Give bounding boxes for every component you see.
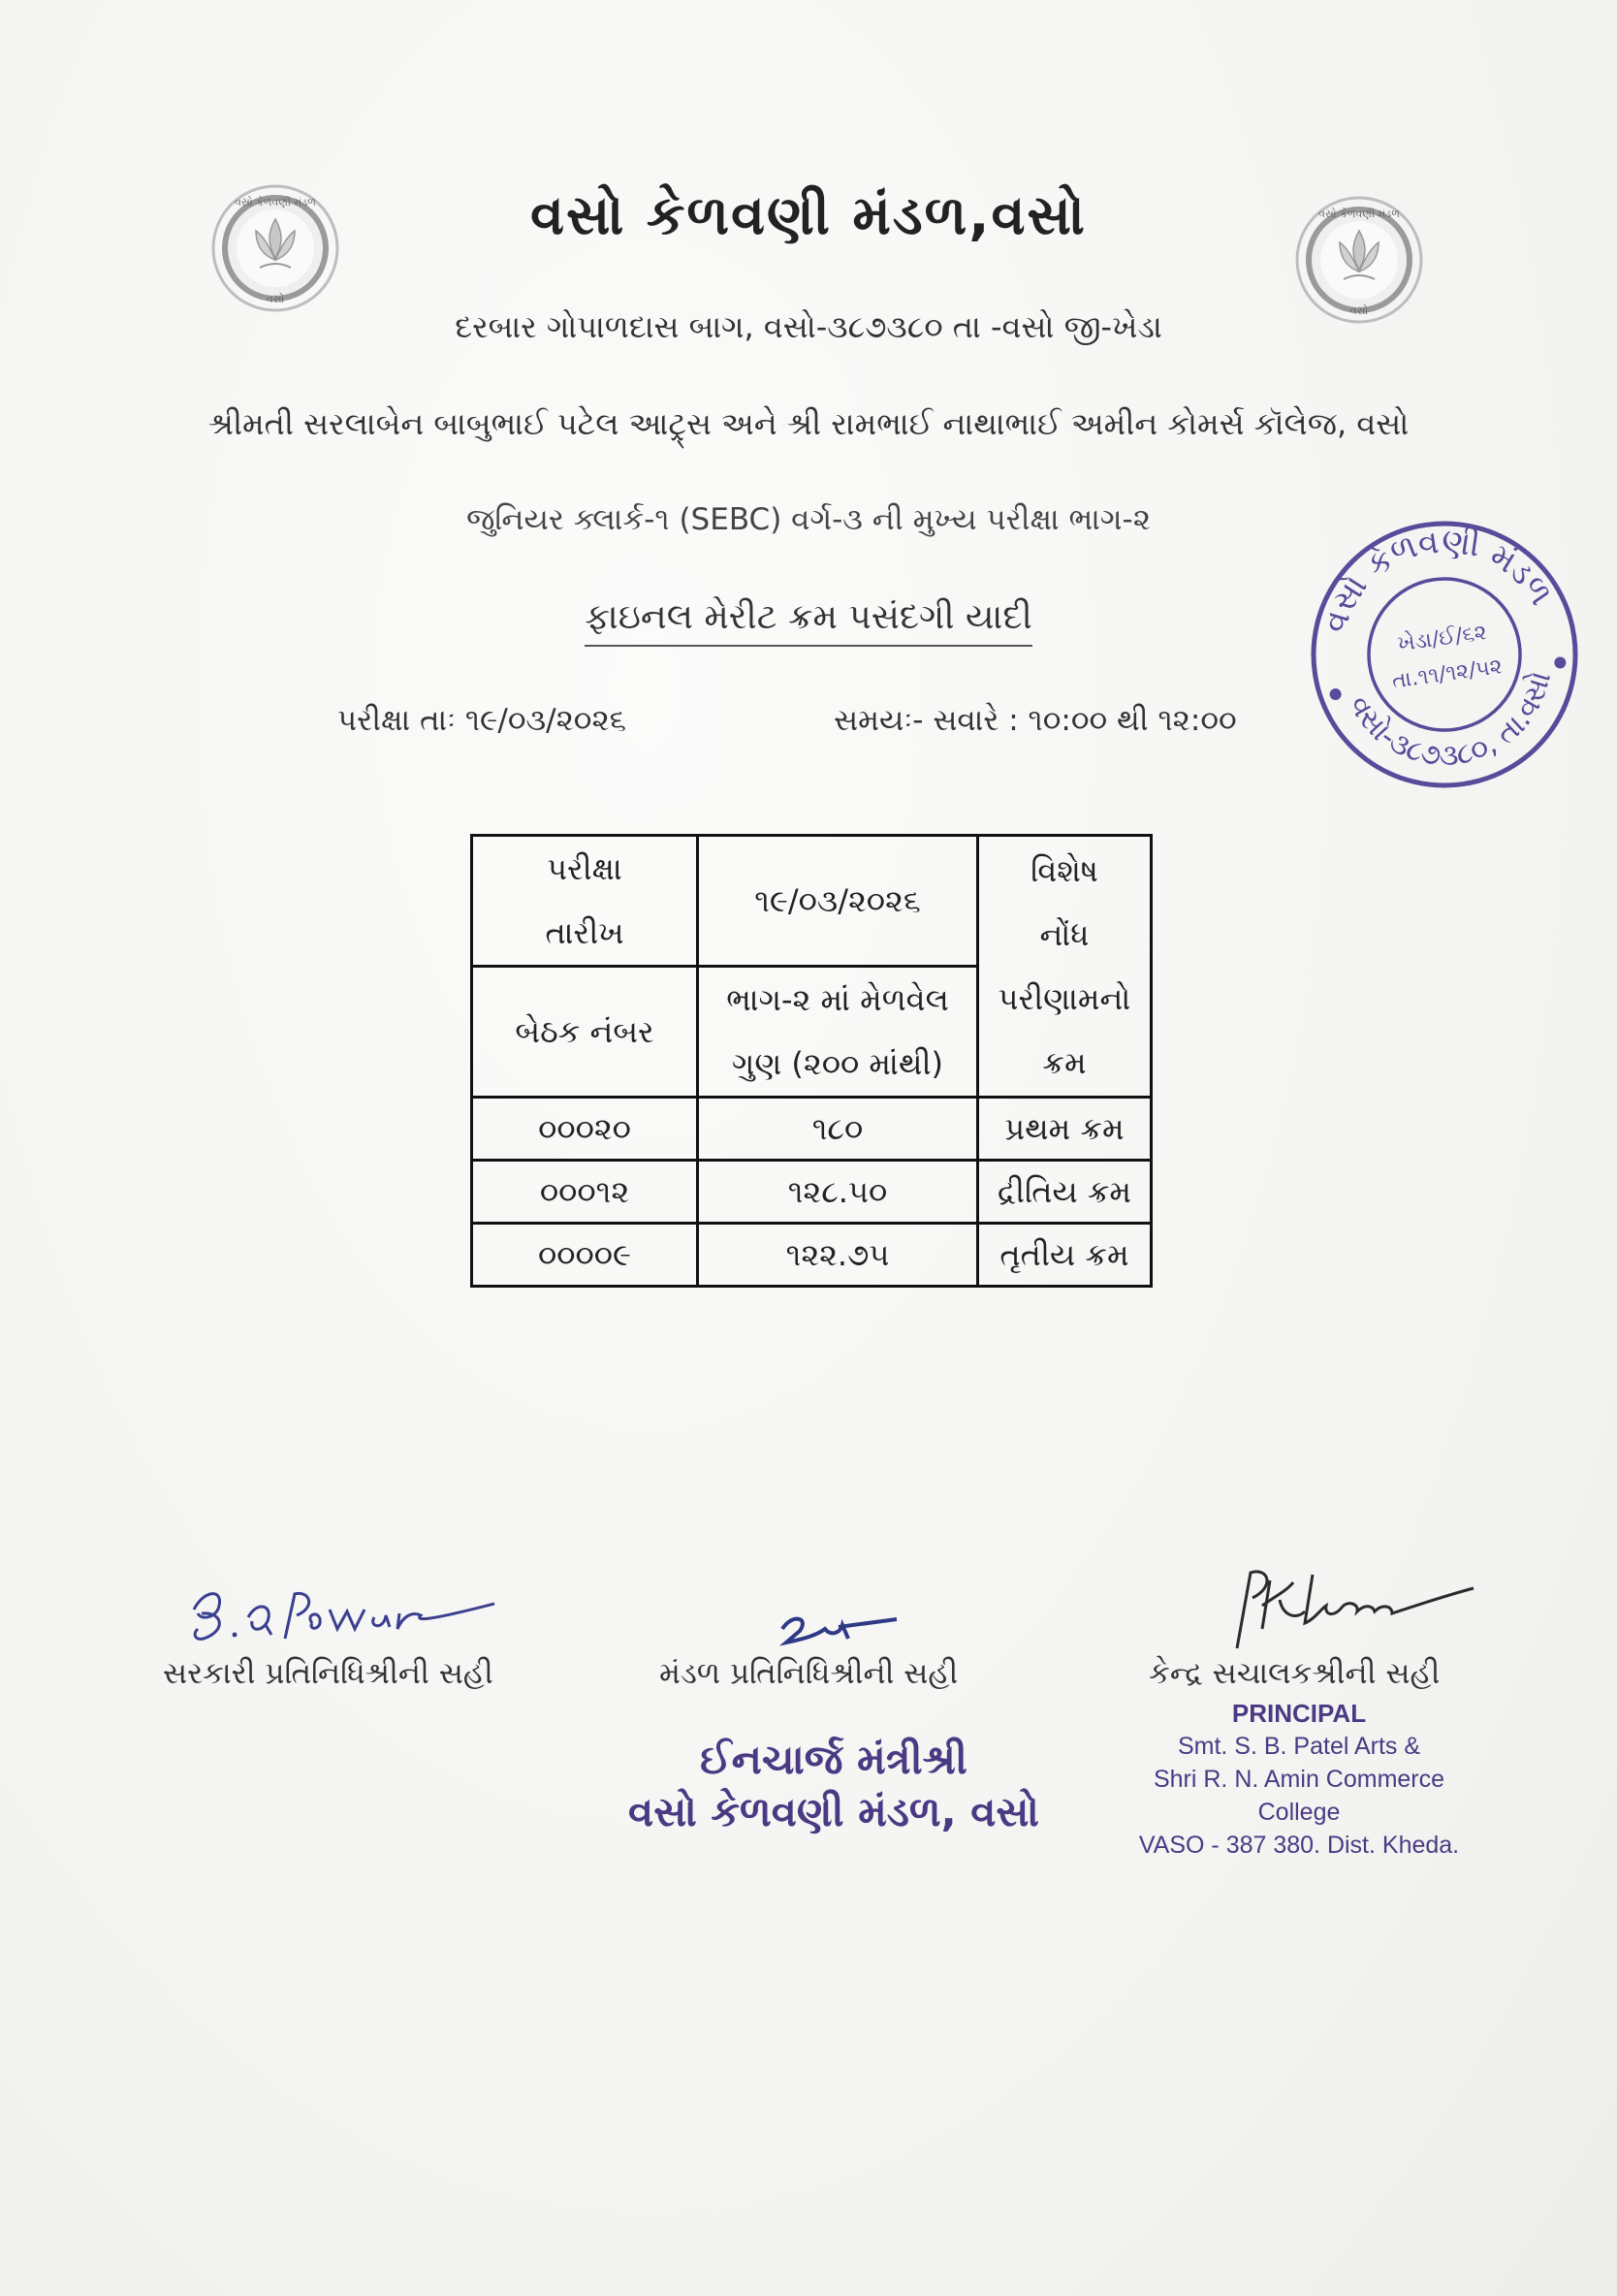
institution-address: દરબાર ગોપાળદાસ બાગ, વસો-૩૮૭૩૮૦ તા -વસો જી-ખેડા <box>455 308 1162 345</box>
list-title-text: ફાઇનલ મેરીટ ક્રમ પસંદગી યાદી <box>585 597 1032 647</box>
table-row <box>472 1098 1152 1161</box>
principal-college-line2: Shri R. N. Amin Commerce College <box>1153 1766 1445 1826</box>
exam-date-header <box>472 836 698 967</box>
logo-right-top-text: વસો કેળવણી મંડળ <box>1318 207 1400 220</box>
center-director-label: કેન્દ્ર સચાલકશ્રીની સહી <box>1149 1656 1441 1691</box>
marks: ૧૮૦ <box>698 1098 978 1161</box>
institution-title: વસો કેળવણી મંડળ,વસો <box>530 184 1087 247</box>
logo-left-top-text: વસો કેળવણી મંડળ <box>235 196 316 208</box>
remarks-header-line4: ક્રમ <box>1042 1043 1087 1081</box>
rank: પ્રથમ ક્રમ <box>978 1098 1152 1161</box>
board-representative-signature <box>771 1600 906 1658</box>
exam-date-cell: ૧૯/૦૩/૨૦૨૬ <box>698 836 978 967</box>
table-row <box>472 1161 1152 1224</box>
stamp-ring-top: વસો કેળવણી મંડળ <box>1315 521 1561 638</box>
table-row <box>472 1224 1152 1287</box>
exam-date-header-line2: તારીખ <box>545 914 624 951</box>
board-representative-label: મંડળ પ્રતિનિધિશ્રીની સહી <box>659 1656 959 1691</box>
rank: તૃતીય ક્રમ <box>978 1224 1152 1287</box>
incharge-secretary-stamp <box>582 1734 1086 1838</box>
center-director-signature <box>1212 1561 1483 1658</box>
stamp-reg-date: તા.૧૧/૧૨/૫૨ <box>1390 654 1505 694</box>
marks-header <box>698 967 978 1098</box>
rank: દ્રીતિય ક્રમ <box>978 1161 1152 1224</box>
principal-title: PRINCIPAL <box>1231 1699 1367 1728</box>
exam-time: સમયઃ- સવારે : ૧૦:૦૦ થી ૧૨:૦૦ <box>834 703 1237 738</box>
government-representative-signature <box>184 1571 514 1658</box>
college-name: શ્રીમતી સરલાબેન બાબુભાઈ પટેલ આટ્ર્સ અને શ્રી રામભાઈ નાથાભાઈ અમીન કોમર્સ કૉલેજ, વસો <box>207 405 1410 442</box>
seat-number-header: બેઠક નંબર <box>472 967 698 1098</box>
exam-date-header-line1: પરીક્ષા <box>547 850 622 887</box>
seat-number: ૦૦૦૦૯ <box>472 1224 698 1287</box>
stamp-ring-bottom: વસો-૩૮૭૩૮૦, તા.વસો <box>1342 667 1559 774</box>
marks: ૧૨૮.૫૦ <box>698 1161 978 1224</box>
principal-address: VASO - 387 380. Dist. Kheda. <box>1138 1832 1460 1859</box>
incharge-line1: ઈનચાર્જ મંત્રીશ્રી <box>700 1736 967 1783</box>
incharge-line2: વસો કેળવણી મંડળ, વસો <box>628 1788 1039 1835</box>
marks-header-line1: ભાગ-૨ માં મેળવેલ <box>726 981 949 1018</box>
principal-stamp <box>1115 1697 1483 1862</box>
marks: ૧૨૨.૭૫ <box>698 1224 978 1287</box>
remarks-header-line1: વિશેષ <box>1030 851 1098 889</box>
exam-date: પરીક્ષા તાઃ ૧૯/૦૩/૨૦૨૬ <box>337 703 627 738</box>
exam-name: જુનિયર ક્લાર્ક-૧ (SEBC) વર્ગ-૩ ની મુખ્ય પરીક્ષા ભાગ-૨ <box>466 502 1151 537</box>
official-stamp <box>1304 514 1585 795</box>
seat-number: ૦૦૦૧૨ <box>472 1161 698 1224</box>
remarks-header <box>978 836 1152 1098</box>
seat-number: ૦૦૦૨૦ <box>472 1098 698 1161</box>
government-representative-label: સરકારી પ્રતિનિધિશ્રીની સહી <box>163 1656 493 1691</box>
merit-table <box>470 834 1153 1288</box>
principal-college-line1: Smt. S. B. Patel Arts & <box>1177 1733 1421 1760</box>
stamp-reg-number: ખેડા/ઈ/૬૨ <box>1396 620 1489 657</box>
logo-right-bottom-text: વસો <box>1349 304 1369 317</box>
logo-left-bottom-text: વસો <box>266 293 285 305</box>
remarks-header-line3: પરીણામનો <box>998 979 1131 1017</box>
remarks-header-line2: નોંધ <box>1039 915 1090 953</box>
marks-header-line2: ગુણ (૨૦૦ માંથી) <box>731 1045 944 1082</box>
